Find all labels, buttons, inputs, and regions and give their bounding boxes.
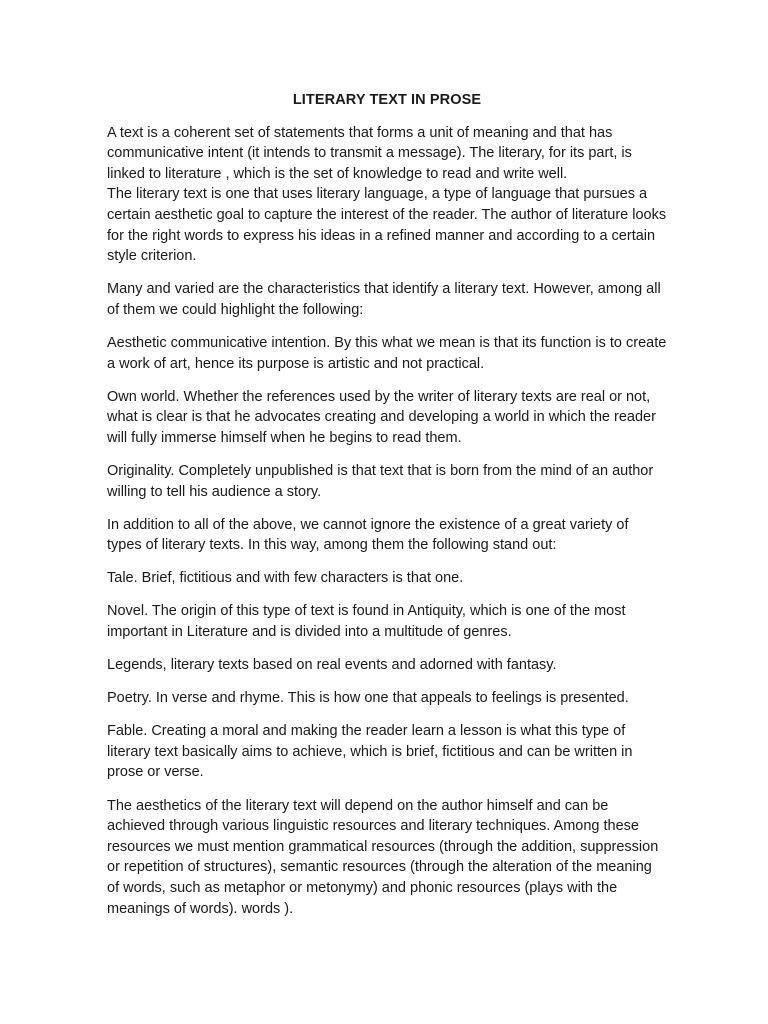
paragraph-tale: Tale. Brief, fictitious and with few characters is that one. [107,570,464,587]
paragraph-characteristics-intro: Many and varied are the characteristics that identify a literary text. However, among all of them we could highlight the following: [107,281,661,318]
paragraph-literary-text: The literary text is one that uses literary language, a type of language that pursues a certain aesthetic goal to capture the interest of the reader. The author of literature looks for the right words to express his ideas in a refined manner and according to a certain style criterion. [107,186,667,265]
paragraph-types-intro: In addition to all of the above, we cannot ignore the existence of a great variety of types of literary texts. In this way, among them the following stand out: [107,516,629,554]
paragraph-originality: Originality. Completely unpublished is that text that is born from the mind of an author willing to tell his audience a story. [107,462,654,500]
paragraph-legends: Legends, literary texts based on real events and adorned with fantasy. [107,657,557,674]
paragraph-aesthetic-intention: Aesthetic communicative intention. By this what we mean is that its function is to create a work of art, hence its purpose is artistic and not practical. [107,334,667,372]
paragraph-aesthetics: The aesthetics of the literary text will depend on the author himself and can be achieved through various linguistic resources and literary techniques. Among these resources we must mention grammatical resources (through the addition, suppression or repetition of structures), semantic resources (through the alteration of the meaning of words, such as metaphor or metonymy) and phonic resources (plays with the meanings of words). words ). [107,797,659,917]
document-title: LITERARY TEXT IN PROSE [292,92,482,108]
document-body [107,90,667,932]
paragraph-fable: Fable. Creating a moral and making the reader learn a lesson is what this type of literary text basically aims to achieve, which is brief, fictitious and can be written in prose or verse. [107,723,633,781]
paragraph-text-definition: A text is a coherent set of statements that forms a unit of meaning and that has communicative intent (it intends to transmit a message). The literary, for its part, is linked to literature , which is the set of knowledge to read and write well. [107,124,632,182]
paragraph-own-world: Own world. Whether the references used by the writer of literary texts are real or not, what is clear is that he advocates creating and developing a world in which the reader will fully immerse himself when he begins to read them. [107,388,656,446]
paragraph-novel: Novel. The origin of this type of text is found in Antiquity, which is one of the most important in Literature and is divided into a multitude of genres. [107,603,626,640]
paragraph-poetry: Poetry. In verse and rhyme. This is how one that appeals to feelings is presented. [107,690,629,707]
